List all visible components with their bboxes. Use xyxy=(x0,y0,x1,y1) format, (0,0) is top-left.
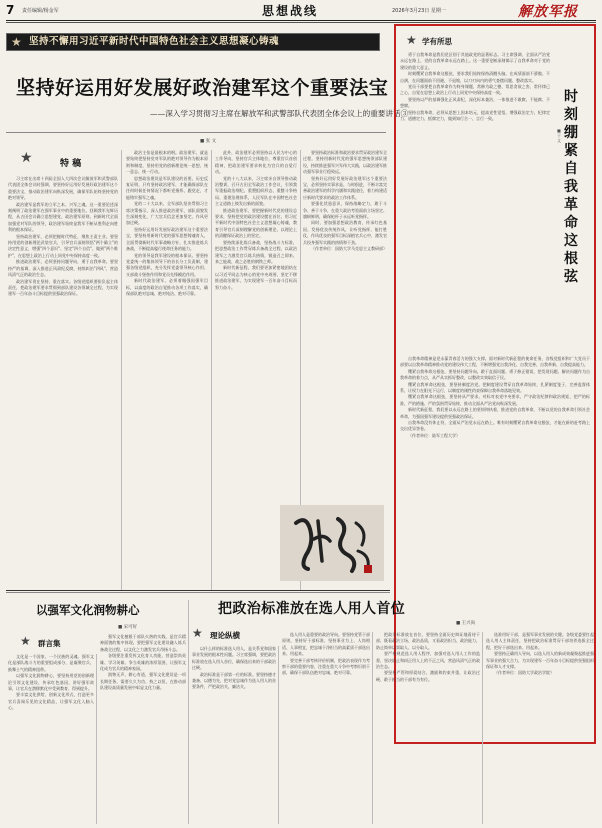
special-feature-label xyxy=(20,150,120,172)
bottom-left-text-column: 文化是一个国家、一个民族的灵魂。强军文化是部队战斗力的重要组成部分，是凝聚官兵、鼓舞士气的精神纽带。 以强军文化润物耕心，要坚持用党的创新理论引领文化建设，传承红色基因，讲好强军故事，让官兵在潜移默化中受到教育、得到提升。 要丰富文化供给，创新文化形式，打造更多官兵喜闻乐见的文化精品，让强军文化入脑入心。 xyxy=(8,654,94,711)
bottom-left-headline: 以强军文化润物耕心 xyxy=(36,603,140,617)
headline-rule xyxy=(6,132,386,133)
header-rule xyxy=(6,20,596,21)
article-text-column: 此外，政治建军必须坚持以人民为中心的工作导向，坚持官兵主体地位，尊重官兵首创精神，把政治建军要求转化为官兵的自觉行动。 党的十八大以来，习主席亲自领导推动政治整训，召开古田全军政治工作会议，引领我军重振政治纲纪、重塑组织形态、重整斗争格局、重建治理体系，人民军队在中国特色社会主义道路上焕发出新的面貌。 推进政治建军，要把握新时代党的建设总要求，坚持把党的政治建设摆在首位，用习近平新时代中国特色社会主义思想凝心铸魂，教育引导官兵深刻理解党的创新理论，以理论上的清醒保证政治上的坚定。 要持续深化练兵备战，坚持战斗力标准，把思想政治工作贯穿练兵备战全过程，以政治建军之力激发官兵练兵热情，锻造召之即来、来之能战、战之必胜的钢铁之师。 新时代新征程，我们要更加紧密地团结在以习近平同志为核心的党中央周围，坚定不移推进政治建军，为实现建军一百年奋斗目标而努力奋斗。 xyxy=(215,150,297,290)
bottom-main-headline: 把政治标准放在选人用人首位 xyxy=(218,601,406,617)
bottom-main-byline: ■ 王兴尚 xyxy=(456,621,476,626)
bottom-left-section-label: 群言集 xyxy=(38,639,61,648)
issue-date: 2026年3月23日 星期一 xyxy=(392,8,446,14)
column-section-label: 学有所思 xyxy=(422,37,452,46)
column-divider xyxy=(482,632,483,824)
bottom-left-byline: ■ 宋可好 xyxy=(118,625,138,630)
calligraphy-image xyxy=(280,505,384,581)
bottom-main-text-column: 把政治标准放在首位，要坚持全面历史辩证地看待干部，既看政治立场、政治品质，又看政治担当、政治能力，防止简单以票取人、以分取人。 要严格规范选人用人程序，加强对选人用人工作的监督，坚决防止和纠正用人上的不正之风，营造风清气正的政治生态。 要坚持严管和厚爱结合、激励和约束并重，让政治过硬、敢于担当的干部有为有位。 xyxy=(376,632,480,682)
page-number: 7 xyxy=(6,3,15,17)
article-text-column: 要坚持政治标准和政治要求贯穿政治建军全过程，坚持用新时代党的强军思想统领部队建设，持续推进强军兴军伟大实践，以政治建军推动强军事业行稳致远。 坚持好运用好发展好政治建军这个重要法宝，必须坚持实事求是、与时俱进，不断丰富完善政治建军的科学内涵和实践途径，着力构建适应新时代要求的政治工作体系。 要强化忧患意识，保持战略定力，敢于斗争、善于斗争，在重大政治考验面前立场坚定、旗帜鲜明，确保枪杆子永远听党指挥。 同时，要加强思想政治教育，传承红色基因，发扬优良传统作风，让听党指挥、能打胜仗、作风优良的强军目标深植官兵心中，激发官兵投身强军实践的热情和干劲。 （作者单位：国防大学马克思主义教研部） xyxy=(303,150,387,252)
header-rule-thin xyxy=(6,22,596,23)
article-text-column: 政治主张是最根本的纲。政治建军，就是要始终把坚持党对军队的绝对领导作为根本原则和制度，坚持用党的创新理论统一思想、统一意志、统一行动。 思想政治建设是军队建设的首要。历史反复证明，只有坚持政治建军，才能确保部队在任何时候任何情况下都听党指挥、跟党走，才能铸牢强军之魂。 党的二十大以来，全军部队坚决贯彻习主席决策指示，深入推进政治建军，部队面貌发生深刻变化，广大官兵信念更加坚定、作风更加过硬。 坚持好运用好发展好政治建军这个重要法宝，要坚持用新时代党的强军思想铸魂育人，全面贯彻新时代军事战略方针，扎实推进练兵备战，不断提高履行使命任务的能力。 党的领导是我军建设的根本保证。要坚持党委统一的集体领导下的首长分工负责制，建强各级党组织，充分发挥党委领导核心作用、支部战斗堡垒作用和党员先锋模范作用。 新时代政治建军，必须着眼强国强军目标，以高度的政治自觉推动各项工作落实，确保部队绝对忠诚、绝对纯洁、绝对可靠。 xyxy=(126,150,208,296)
section-divider xyxy=(6,590,390,591)
column-divider xyxy=(278,646,279,824)
main-headline: 坚持好运用好发展好政治建军这个重要法宝 xyxy=(16,77,389,99)
star-icon: ★ xyxy=(20,150,33,166)
featured-column-headline: 时刻绷紧自我革命这根弦 xyxy=(564,89,578,285)
article-text-column: 习主席在出席十四届全国人大四次会议解放军和武警部队代表团全体会议时强调，要坚持好运用好发展好政治建军这个重要法宝，推动政治建军向纵深发展，确保军队始终坚持党的绝对领导。 政治建军是我军的立军之本、兴军之魂。这一重要论述深刻阐明了政治建军在强军事业中的重要地位。回顾我军光辉历程，从古田会议确立思想建党、政治建军原则，到新时代全面加强党对军队的领导，政治建军始终是我军不断从胜利走向胜利的根本保证。 坚持政治建军，必须把握时代特征，聚焦主责主业。要坚持用党的创新理论武装官兵，引导官兵深刻领悟"两个确立"的决定性意义，增强"四个意识"、坚定"四个自信"、做到"两个维护"，在思想上政治上行动上同党中央保持高度一致。 推进政治建军，必须坚持问题导向，勇于自我革命。要坚持严的基调，深入推进正风肃纪反腐，持续纠治"四风"，营造风清气正的政治生态。 政治建军贵在坚持、重在落实。各级党组织要担负起主体责任，把政治建军要求贯彻到部队建设各领域全过程，为实现建军一百年奋斗目标提供坚强政治保证。 xyxy=(8,176,118,297)
banner-text: 坚持不懈用习近平新时代中国特色社会主义思想凝心铸魂 xyxy=(29,36,280,47)
bottom-main-text-column: 选准用好干部，是强军事业发展的关键。各级党委要扛起选人用人主体责任，坚持把政治标准贯穿干部培养选拔全过程，把好干部选出来、用起来。 要坚持正确用人导向，以选人用人的新成效凝聚起推进强军事业的强大合力，为实现建军一百年奋斗目标提供坚强组织保证和人才支撑。 （作者单位：国防大学政治学院） xyxy=(486,632,594,676)
star-icon: ★ xyxy=(192,626,203,640)
section-title: 思想战线 xyxy=(262,4,319,18)
bottom-main-section-label: 理论纵横 xyxy=(210,631,240,640)
star-icon: ★ xyxy=(406,33,417,47)
theme-banner xyxy=(6,33,380,51)
featured-column-text: 自我革命精神是党永葆青春活力的强大支撑。面对新时代新征程的使命任务，各级党组织和广大党员干部要以自我革命精神推动党的建设伟大工程，不断增强党自我净化、自我完善、自我革新、自我提高能力。 绷紧自我革命这根弦，要坚持问题导向。敢于直面问题、勇于修正错误，把发现问题、解决问题作为自我革命的着力点，从严从实抓好整改，以整改实效取信于民。 绷紧自我革命这根弦，要坚持制度治党。把制度建设贯穿自我革命始终，扎紧制度笼子，完善监督体系，让权力在阳光下运行，以制度的刚性约束保障自我革命落地见效。 绷紧自我革命这根弦，要坚持从严要求。对标对表党中央要求，严守政治纪律和政治规矩，把严的标准、严的措施、严的氛围贯穿始终，推动全面从严治党向纵深发展。 新时代新征程，我们要以永远在路上的坚韧和执着，推进党的自我革命，不断以党的自我革命引领社会革命，为强国强军建设提供坚强政治保证。 自我革命没有休止符，全面从严治党永远在路上。唯有时刻绷紧自我革命这根弦，才能在新的赶考路上交出优异答卷。 （作者单位：陆军工程大学） xyxy=(400,356,590,438)
star-icon: ★ xyxy=(11,35,22,49)
special-feature-title: 特 稿 xyxy=(60,159,82,169)
bottom-left-text-column: 强军文化植根于部队火热的实践，是官兵精神面貌的集中体现。要把强军文化建设融入练兵备战全过程，以文化之力激发官兵昂扬斗志。 各级要注重发挥文化育人功能，营造崇尚英雄、学习英雄、争当英雄的浓厚氛围，让强军文化成为官兵的精神家园。 润物无声、耕心有道，强军文化建设是一项长期任务，需要久久为功、持之以恒，在推动部队建设高质量发展中彰显文化力量。 xyxy=(100,634,186,691)
column-divider xyxy=(211,150,212,590)
star-icon: ★ xyxy=(20,634,31,648)
bottom-main-text-column: 以什么样的标准选人用人，是关系党和国家事业发展的根本性问题。习主席强调，要把政治标准放在选人用人首位，确保选出来的干部政治过硬。 政治标准是干部第一位的标准。要坚持德才兼备、以德为先，把对党忠诚作为选人用人的首要条件，严把政治关、廉洁关。 xyxy=(192,646,276,690)
newspaper-masthead: 解放军报 xyxy=(518,4,578,20)
column-divider xyxy=(96,654,97,824)
editor-credit: 责任编辑/杨金军 xyxy=(22,8,59,14)
featured-column-text: 勇于自我革命是我们党区别于其他政党的显著标志。习主席强调，全面从严治党永远在路上，党的自我革命永远在路上。这一重要论断深刻揭示了自我革命对于党的建设的重大意义。 时刻绷紧自我革命这根弦，要求我们始终保持清醒头脑。在成绩面前不骄傲、不自满，在问题面前不回避、不退缩，以刀刃向内的勇气查摆问题、整改落实。 党员干部要把自我革命作为终身课题，常修为政之德、常思贪欲之害、常怀律己之心，自觉在思想上政治上行动上同党中央保持高度一致。 要坚持以严的基调强化正风肃纪，深化标本兼治，一体推进不敢腐、不能腐、不想腐。 坚持自我革命，必须从思想上固本培元，提高党性觉悟，增强政治定力、纪律定力、道德定力、抵腐定力，做到知行合一、言行一致。 xyxy=(400,52,550,122)
section-divider-thin xyxy=(6,592,390,593)
bottom-main-text-column: 选人用人是重要的政治导向。要坚持党管干部原则，坚持好干部标准，坚持事业为上、人岗相适、人事相宜，把忠诚干净担当的高素质干部选出来、用起来。 要完善干部考核评价机制，把政治表现作为考察干部的重要内容，注重在重大斗争中考察识别干部，确保干部队伍绝对忠诚、绝对可靠。 xyxy=(282,632,370,676)
main-byline: ■ 张 文 xyxy=(200,139,217,144)
calligraphy-artwork xyxy=(288,511,376,575)
column-divider xyxy=(188,600,189,824)
column-divider xyxy=(372,632,373,824)
main-subhead: ——深入学习贯彻习主席在解放军和武警部队代表团全体会议上的重要讲话③ xyxy=(150,109,409,118)
featured-column-author: ■ 于 文 xyxy=(557,128,561,143)
column-divider xyxy=(121,150,122,590)
